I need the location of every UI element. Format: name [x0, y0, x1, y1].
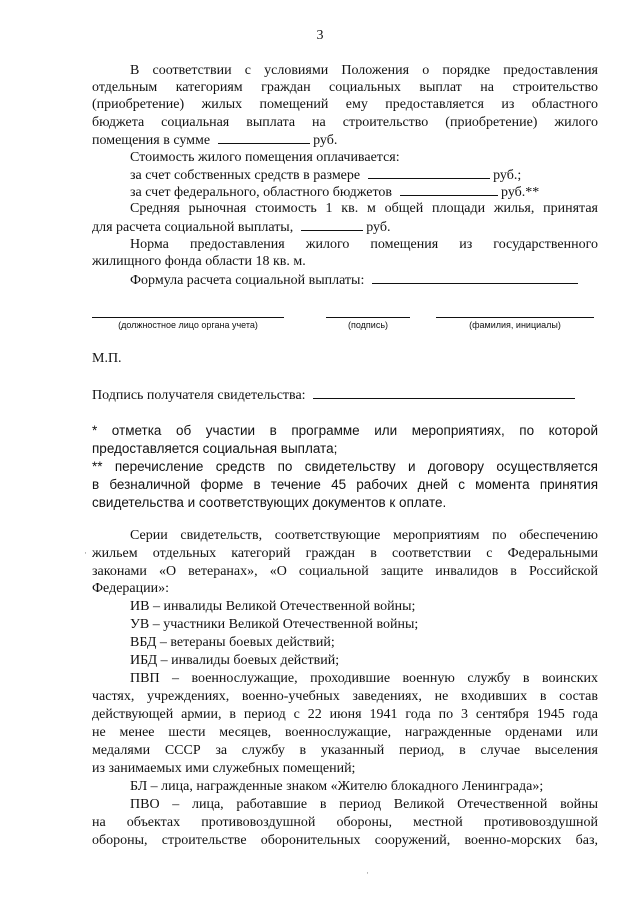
- series-pvo-line-1: ПВО – лица, работавшие в период Великой Отечественной войны: [130, 797, 598, 812]
- para1-line-2: отдельным категориям граждан социальных выплат на строительство: [92, 80, 598, 95]
- series-item-iv: ИВ – инвалиды Великой Отечественной войны;: [130, 599, 416, 614]
- official-signature-line[interactable]: [92, 317, 284, 318]
- norm-line-2: жилищного фонда области 18 кв. м.: [92, 254, 306, 269]
- series-pvo-line-3: обороны, строительстве оборонительных сооружений, военно-морских баз,: [92, 833, 598, 848]
- formula-label: Формула расчета социальной выплаты:: [130, 273, 365, 288]
- page-number: 3: [316, 28, 324, 43]
- series-intro-line-3: законами «О ветеранах», «О социальной защите инвалидов в Российской: [92, 564, 598, 579]
- formula-blank[interactable]: [372, 271, 578, 284]
- series-bl: БЛ – лица, награжденные знаком «Жителю блокадного Ленинграда»;: [130, 779, 544, 794]
- series-pvp-line-5: медалями СССР за службу в указанный период, в случае выселения: [92, 743, 598, 758]
- name-caption: (фамилия, инициалы): [469, 320, 561, 330]
- recipient-signature-blank[interactable]: [313, 386, 575, 399]
- budget-label: за счет федерального, областного бюджетов: [130, 185, 393, 200]
- formula-line: [130, 271, 598, 289]
- scan-mark: ·: [366, 868, 369, 878]
- amount-currency: руб.: [313, 133, 338, 148]
- market-label: для расчета социальной выплаты,: [92, 220, 294, 235]
- para1-line-1: В соответствии с условиями Положения о порядке предоставления: [130, 63, 598, 78]
- sign-caption: (подпись): [347, 320, 389, 330]
- own-funds-currency: руб.;: [493, 168, 522, 183]
- series-intro-line-1: Серии свидетельств, соответствующие мероприятиям по обеспечению: [130, 528, 598, 543]
- amount-label: помещения в сумме: [92, 133, 211, 148]
- series-intro-line-2: жильем отдельных категорий граждан в соответствии с Федеральными: [92, 546, 598, 561]
- recipient-signature-line: [92, 386, 598, 404]
- budget-blank[interactable]: [400, 183, 498, 196]
- own-funds-blank[interactable]: [368, 166, 490, 179]
- own-funds-line: [130, 166, 598, 184]
- series-pvp-line-2: частях, учреждениях, военно-учебных заведениях, не входивших в состав: [92, 689, 598, 704]
- para1-line-4: бюджета социальная выплата на строительство (приобретение) жилого: [92, 115, 598, 130]
- para1-line-3: (приобретение) жилых помещений ему предоставляется из областного: [92, 97, 598, 112]
- series-pvp-line-6: из занимаемых ими служебных помещений;: [92, 761, 356, 776]
- footnote1-line-2: предоставляется социальная выплата;: [92, 441, 338, 456]
- footnote2-line-3: свидетельства и соответствующих документов к оплате.: [92, 495, 447, 510]
- series-pvp-line-3: действующей армии, в период с 22 июня 1941 года по 3 сентября 1945 года: [92, 707, 598, 722]
- series-intro-line-4: Федерации»:: [92, 581, 170, 596]
- footnote2-line-1: ** перечисление средств по свидетельству и договору осуществляется: [92, 459, 598, 474]
- series-item-ibd: ИБД – инвалиды боевых действий;: [130, 653, 340, 668]
- official-caption: (должностное лицо органа учета): [118, 320, 258, 330]
- own-funds-label: за счет собственных средств в размере: [130, 168, 361, 183]
- market-line-2: [92, 218, 598, 236]
- series-item-uv: УВ – участники Великой Отечественной войны;: [130, 617, 419, 632]
- amount-blank[interactable]: [218, 131, 310, 144]
- series-pvo-line-2: на объектах противовоздушной обороны, местной противовоздушной: [92, 815, 598, 830]
- recipient-signature-label: Подпись получателя свидетельства:: [92, 388, 306, 403]
- cost-intro: Стоимость жилого помещения оплачивается:: [130, 150, 400, 165]
- series-pvp-line-4: не менее шести месяцев, военнослужащие, награжденные орденами или: [92, 725, 598, 740]
- footnote2-line-2: в безналичной форме в течение 45 рабочих дней с момента принятия: [92, 477, 598, 492]
- series-pvp-line-1: ПВП – военнослужащие, проходившие военную службу в воинских: [130, 671, 598, 686]
- budget-currency: руб.**: [501, 185, 540, 200]
- series-item-vbd: ВБД – ветераны боевых действий;: [130, 635, 335, 650]
- market-line-1: Средняя рыночная стоимость 1 кв. м общей площади жилья, принятая: [130, 201, 598, 216]
- name-line[interactable]: [436, 317, 594, 318]
- stamp-label: М.П.: [92, 351, 122, 366]
- footnote1-line-1: * отметка об участии в программе или мероприятиях, по которой: [92, 423, 598, 438]
- market-blank[interactable]: [301, 218, 363, 231]
- market-currency: руб.: [366, 220, 391, 235]
- norm-line-1: Норма предоставления жилого помещения из государственного: [130, 237, 598, 252]
- sign-line[interactable]: [326, 317, 410, 318]
- budget-line: [130, 183, 598, 201]
- para1-line-5: [92, 131, 598, 149]
- scan-mark: ·: [84, 548, 87, 558]
